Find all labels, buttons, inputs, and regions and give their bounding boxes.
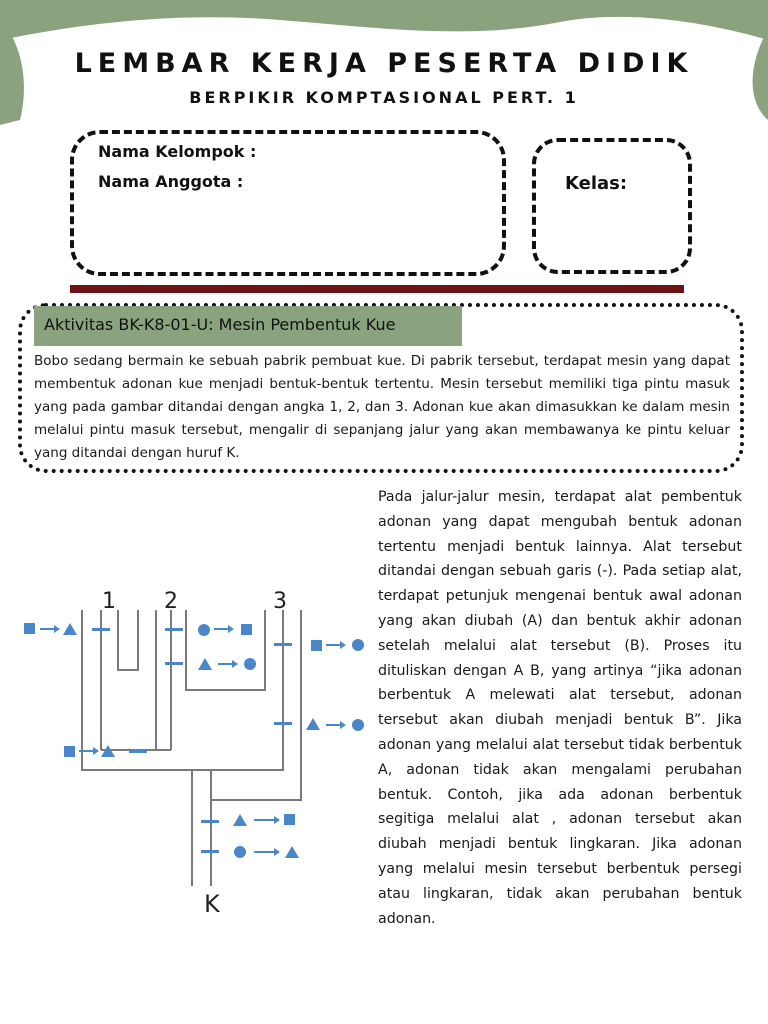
class-label: Kelas: — [565, 173, 628, 194]
tool-marker — [274, 643, 292, 646]
entry-2-label: 2 — [164, 589, 178, 614]
page-subtitle: BERPIKIR KOMPTASIONAL PERT. 1 — [189, 88, 579, 107]
tool-marker — [165, 662, 183, 665]
page-title: LEMBAR KERJA PESERTA DIDIK — [74, 48, 694, 79]
rule-triangle-to-circle — [198, 658, 256, 670]
rule-circle-to-triangle — [234, 846, 299, 858]
group-name-label: Nama Kelompok : — [98, 142, 257, 161]
cake-machine-diagram — [18, 580, 378, 920]
tool-marker — [129, 750, 147, 753]
rule-square-to-triangle-entry — [24, 623, 77, 635]
exit-label: K — [204, 890, 220, 918]
rule-triangle-to-circle-right — [306, 718, 364, 731]
tool-marker — [201, 850, 219, 853]
tool-marker — [165, 628, 183, 631]
machine-paths — [82, 610, 301, 886]
rule-triangle-to-square — [233, 814, 295, 826]
rule-square-to-triangle-left — [64, 745, 115, 757]
tool-marker — [274, 722, 292, 725]
divider-line — [70, 285, 684, 293]
activity-description: Bobo sedang bermain ke sebuah pabrik pembuat kue. Di pabrik tersebut, terdapat mesin yang dapat membentuk adonan kue menjadi bentuk-bentuk tertentu. Mesin tersebut memiliki tiga pintu masuk yang pada gambar ditandai dengan angka 1, 2, dan 3. Adonan kue akan dimasukkan ke dalam mesin melalui pintu masuk tersebut, mengalir di sepanjang jalur yang akan membawanya ke pintu keluar yang ditandai dengan huruf K. — [34, 353, 730, 461]
tool-marker — [201, 820, 219, 823]
class-info-box[interactable] — [532, 138, 692, 274]
rule-square-to-circle — [311, 639, 364, 651]
activity-heading: Aktivitas BK-K8-01-U: Mesin Pembentuk Kue — [34, 306, 462, 346]
entry-3-label: 3 — [273, 589, 287, 614]
rule-circle-to-square — [198, 624, 252, 636]
explanation-text: Pada jalur-jalur mesin, terdapat alat pembentuk adonan yang dapat mengubah bentuk adonan tertentu menjadi bentuk lainnya. Alat tersebut ditandai dengan sebuah garis (-). Pada setiap alat, terdapat petunjuk mengenai bentuk awal adonan yang akan diubah (A) dan bentuk akhir adonan setelah melalui alat tersebut (B). Proses itu dituliskan dengan A B, yang artinya “jika adonan berbentuk A melewati alat tersebut, adonan tersebut akan diubah menjadi bentuk B”. Jika adonan yang melalui alat tersebut tidak berbentuk A, adonan tidak akan mengalami perubahan bentuk. Contoh, jika ada adonan berbentuk segitiga melalui alat , adonan tersebut akan diubah menjadi bentuk lingkaran. Jika adonan yang melalui mesin tersebut berbentuk persegi atau lingkaran, tidak akan perubahan bentuk adonan. — [378, 489, 742, 927]
members-label: Nama Anggota : — [98, 172, 244, 191]
tool-marker — [92, 628, 110, 631]
entry-1-label: 1 — [102, 589, 116, 614]
